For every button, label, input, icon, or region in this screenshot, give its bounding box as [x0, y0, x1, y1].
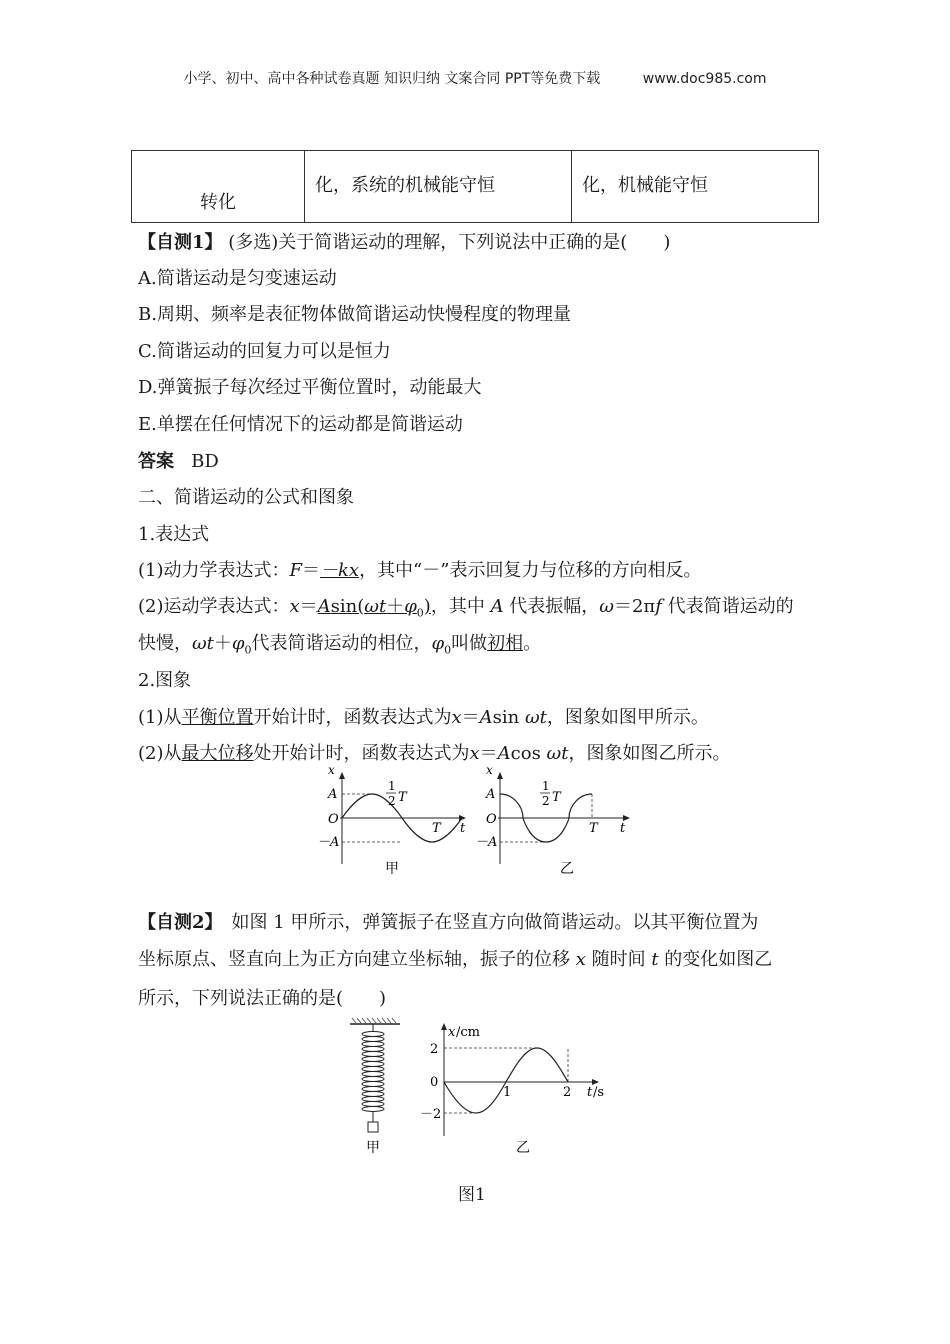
kin-sub0: 0 [416, 606, 424, 620]
sine-ylabel: x [328, 763, 335, 777]
kin2-phi2: φ [431, 633, 445, 654]
g1-u: 平衡位置 [181, 707, 254, 728]
kin2-phi: φ [231, 633, 245, 654]
kin2-sub02: 0 [444, 643, 452, 657]
kin-w: ω [599, 596, 614, 617]
cos-half-num: 1 [542, 779, 550, 793]
g1-wt: ωt [524, 707, 547, 728]
kin-eq2: ＝2π [613, 596, 656, 617]
sin-cos-figure [310, 763, 640, 884]
kin-eq: ＝ [299, 596, 318, 617]
sine-T: T [432, 821, 441, 836]
spring-caption: 甲 [366, 1140, 380, 1156]
q1-stem-text: (多选)关于简谐运动的理解，下列说法中正确的是( ) [222, 232, 671, 253]
sine-t: t [460, 821, 466, 836]
kin-x: x [289, 596, 300, 617]
oscillator-mass [368, 1122, 378, 1132]
kin-mid3: 代表简谐运动的 [661, 596, 794, 617]
kinematics-expression [138, 592, 794, 620]
xt-graph [420, 1023, 604, 1156]
q1-option-b: B.周期、频率是表征物体做简谐运动快慢程度的物理量 [138, 304, 571, 325]
sine-label-O: O [328, 812, 339, 827]
xt-tick-t1: 1 [503, 1085, 512, 1100]
sine-label-negA: －A [317, 835, 340, 850]
kin-A2: A [490, 596, 504, 617]
sine-label-A: A [328, 787, 338, 802]
kin2-wt: ωt [192, 633, 214, 654]
xt-curve [444, 1048, 568, 1113]
kin-mid: ，其中 [430, 596, 491, 617]
kin-label: (2)运动学表达式： [138, 596, 290, 617]
sin-cos-svg [310, 763, 640, 880]
sine-graph [317, 763, 466, 877]
kin2-mid: 代表简谐运动的相位， [251, 633, 432, 654]
kin2-initial-phase: 初相 [487, 633, 524, 654]
dyn-eq: ＝ [302, 560, 320, 581]
sine-half-num: 1 [388, 779, 396, 793]
q2-l2b: 随时间 [585, 949, 652, 970]
graph-cosine-text [138, 739, 730, 765]
cos-ylabel: x [486, 763, 493, 777]
figure-1-caption: 图1 [458, 1185, 486, 1205]
g2-a: (2)从 [138, 743, 182, 764]
table-cell-1: 转化 [132, 151, 305, 223]
kin2-plus: ＋ [213, 633, 232, 654]
cos-halfT: T [552, 790, 561, 805]
xt-tick-y2: 2 [430, 1042, 439, 1057]
graph-sine-text [138, 703, 709, 729]
q1-tag: 【自测1】 [138, 232, 223, 253]
g2-d: cos [510, 743, 547, 764]
dyn-label: (1)动力学表达式： [138, 560, 290, 581]
kin-A: A [317, 596, 331, 617]
cos-label-O: O [486, 812, 497, 827]
kinematics-expression-2 [138, 629, 541, 657]
q1-stem [138, 228, 670, 254]
g1-e: ，图象如图甲所示。 [546, 707, 709, 728]
kin-wt: ωt [364, 596, 387, 617]
g2-e: ，图象如图乙所示。 [568, 743, 731, 764]
cosine-graph [475, 763, 630, 877]
sine-caption: 甲 [385, 861, 399, 877]
energy-table [131, 150, 819, 223]
xt-xlabel-t: t [587, 1085, 593, 1100]
q2-line1 [138, 908, 758, 934]
answer-label: 答案 [138, 451, 174, 472]
xt-caption: 乙 [516, 1140, 530, 1156]
q2-line1-text: 如图 1 甲所示，弹簧振子在竖直方向做简谐运动。以其平衡位置为 [213, 912, 759, 933]
subsection-graphs: 2.图象 [138, 670, 192, 691]
kin2-sub0: 0 [244, 643, 252, 657]
g2-c: ＝ [479, 743, 498, 764]
g1-b: 开始计时，函数表达式为 [253, 707, 452, 728]
dynamics-expression [138, 556, 701, 582]
xt-tick-y0: 0 [430, 1075, 439, 1090]
q2-tag: 【自测2】 [138, 912, 214, 933]
q1-option-c: C.简谐运动的回复力可以是恒力 [138, 341, 391, 362]
q2-line2 [138, 945, 772, 971]
kin-sin: sin( [330, 596, 365, 617]
section-title: 二、简谐运动的公式和图象 [138, 487, 354, 508]
kin2-end: 。 [523, 633, 542, 654]
q2-l2a: 坐标原点、竖直向上为正方向建立坐标轴，振子的位移 [138, 949, 576, 970]
kin-close: ) [423, 596, 431, 617]
kin2-a: 快慢， [138, 633, 192, 654]
g2-u: 最大位移 [181, 743, 254, 764]
kin-phi: φ [404, 596, 417, 617]
dyn-F: F [289, 560, 302, 581]
g2-A: A [497, 743, 511, 764]
xt-tick-t2: 2 [563, 1085, 572, 1100]
g2-x: x [469, 743, 480, 764]
q1-option-a: A.简谐运动是匀变速运动 [138, 268, 337, 289]
cos-half-den: 2 [542, 794, 550, 808]
g1-x: x [451, 707, 462, 728]
sine-half-den: 2 [388, 794, 396, 808]
q1-option-e: E.单摆在任何情况下的运动都是简谐运动 [138, 414, 463, 435]
kin2-mid2: 叫做 [451, 633, 488, 654]
answer-value: BD [191, 451, 219, 472]
dyn-rest: ，其中“－”表示回复力与位移的方向相反。 [359, 560, 702, 581]
g2-wt: ωt [546, 743, 569, 764]
cos-t: t [620, 821, 626, 836]
kin-plus: ＋ [386, 596, 405, 617]
q2-l2t: t [651, 949, 659, 970]
figure-1 [340, 1018, 630, 1182]
header-site: www.doc985.com [642, 71, 767, 87]
g1-A: A [479, 707, 493, 728]
page-header [0, 68, 950, 88]
cos-label-A: A [486, 787, 496, 802]
figure-1-svg [340, 1018, 630, 1178]
spring-oscillator [350, 1018, 400, 1156]
g1-d: sin [492, 707, 525, 728]
q1-option-d: D.弹簧振子每次经过平衡位置时，动能最大 [138, 377, 482, 398]
q2-l2x: x [575, 949, 586, 970]
header-text: 小学、初中、高中各种试卷真题 知识归纳 文案合同 PPT等免费下载 [183, 71, 601, 87]
table-cell-2: 化，系统的机械能守恒 [305, 151, 572, 223]
q2-line3: 所示，下列说法正确的是( ) [138, 988, 387, 1009]
kin-f: f [655, 596, 662, 617]
q2-l2c: 的变化如图乙 [658, 949, 773, 970]
xt-ylabel-x: x [448, 1025, 456, 1040]
q1-answer [138, 447, 219, 473]
g1-a: (1)从 [138, 707, 182, 728]
subsection-expressions: 1.表达式 [138, 524, 210, 545]
xt-ylabel-unit: /cm [456, 1025, 480, 1040]
cos-caption: 乙 [560, 861, 574, 877]
cos-label-negA: －A [475, 835, 498, 850]
cos-T: T [589, 821, 598, 836]
table-cell-3: 化，机械能守恒 [572, 151, 819, 223]
xt-tick-yneg2: －2 [420, 1107, 442, 1122]
g1-c: ＝ [461, 707, 480, 728]
sine-halfT: T [398, 790, 407, 805]
dyn-kx: －kx [320, 560, 360, 581]
kin-mid2: 代表振幅， [503, 596, 600, 617]
xt-xlabel-unit: /s [593, 1085, 605, 1100]
g2-b: 处开始计时，函数表达式为 [253, 743, 470, 764]
